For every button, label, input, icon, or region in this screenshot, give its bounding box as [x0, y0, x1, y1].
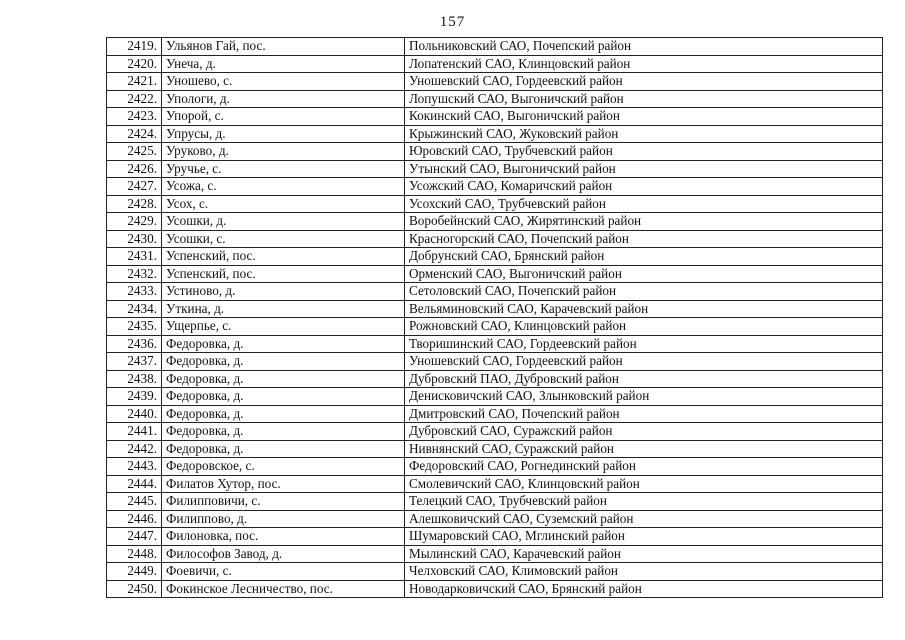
administration-district: Дмитровский САО, Почепский район — [405, 405, 883, 423]
table-row — [107, 475, 883, 493]
administration-district: Денисковичский САО, Злынковский район — [405, 388, 883, 406]
row-number: 2438. — [107, 370, 162, 388]
row-number: 2436. — [107, 335, 162, 353]
table-row — [107, 423, 883, 441]
table-row — [107, 493, 883, 511]
row-number: 2443. — [107, 458, 162, 476]
settlement-name: Филоновка, пос. — [162, 528, 405, 546]
table-row — [107, 160, 883, 178]
administration-district: Польниковский САО, Почепский район — [405, 38, 883, 56]
administration-district: Орменский САО, Выгоничский район — [405, 265, 883, 283]
row-number: 2430. — [107, 230, 162, 248]
row-number: 2450. — [107, 580, 162, 598]
settlement-name: Федоровка, д. — [162, 440, 405, 458]
administration-district: Усохский САО, Трубчевский район — [405, 195, 883, 213]
administration-district: Уношевский САО, Гордеевский район — [405, 73, 883, 91]
row-number: 2431. — [107, 248, 162, 266]
row-number: 2439. — [107, 388, 162, 406]
administration-district: Федоровский САО, Рогнединский район — [405, 458, 883, 476]
settlement-name: Уруково, д. — [162, 143, 405, 161]
settlement-name: Федоровка, д. — [162, 423, 405, 441]
row-number: 2425. — [107, 143, 162, 161]
table-row — [107, 73, 883, 91]
settlement-name: Ущерпье, с. — [162, 318, 405, 336]
settlement-name: Философов Завод, д. — [162, 545, 405, 563]
table-row — [107, 405, 883, 423]
table-row — [107, 230, 883, 248]
table-row — [107, 300, 883, 318]
administration-district: Смолевичский САО, Клинцовский район — [405, 475, 883, 493]
table-row — [107, 265, 883, 283]
administration-district: Юровский САО, Трубчевский район — [405, 143, 883, 161]
table-row — [107, 195, 883, 213]
table-row — [107, 213, 883, 231]
administration-district: Мылинский САО, Карачевский район — [405, 545, 883, 563]
row-number: 2444. — [107, 475, 162, 493]
table-row — [107, 108, 883, 126]
table-row — [107, 125, 883, 143]
administration-district: Лопушский САО, Выгоничский район — [405, 90, 883, 108]
row-number: 2437. — [107, 353, 162, 371]
table-row — [107, 370, 883, 388]
settlements-table-body — [107, 38, 883, 598]
settlement-name: Филипповичи, с. — [162, 493, 405, 511]
row-number: 2426. — [107, 160, 162, 178]
administration-district: Кокинский САО, Выгоничский район — [405, 108, 883, 126]
administration-district: Новодарковичский САО, Брянский район — [405, 580, 883, 598]
administration-district: Челховский САО, Климовский район — [405, 563, 883, 581]
settlement-name: Упологи, д. — [162, 90, 405, 108]
administration-district: Алешковичский САО, Суземский район — [405, 510, 883, 528]
administration-district: Телецкий САО, Трубчевский район — [405, 493, 883, 511]
table-row — [107, 90, 883, 108]
row-number: 2429. — [107, 213, 162, 231]
settlement-name: Усох, с. — [162, 195, 405, 213]
table-row — [107, 580, 883, 598]
table-row — [107, 458, 883, 476]
administration-district: Дубровский ПАО, Дубровский район — [405, 370, 883, 388]
settlement-name: Упрусы, д. — [162, 125, 405, 143]
row-number: 2440. — [107, 405, 162, 423]
settlement-name: Упорой, с. — [162, 108, 405, 126]
row-number: 2447. — [107, 528, 162, 546]
settlement-name: Уношево, с. — [162, 73, 405, 91]
row-number: 2448. — [107, 545, 162, 563]
table-row — [107, 248, 883, 266]
table-row — [107, 38, 883, 56]
row-number: 2449. — [107, 563, 162, 581]
administration-district: Красногорский САО, Почепский район — [405, 230, 883, 248]
settlement-name: Успенский, пос. — [162, 248, 405, 266]
settlement-name: Уткина, д. — [162, 300, 405, 318]
table-row — [107, 510, 883, 528]
settlement-name: Унеча, д. — [162, 55, 405, 73]
table-row — [107, 528, 883, 546]
settlement-name: Федоровка, д. — [162, 405, 405, 423]
administration-district: Вельяминовский САО, Карачевский район — [405, 300, 883, 318]
settlement-name: Усошки, д. — [162, 213, 405, 231]
settlement-name: Филиппово, д. — [162, 510, 405, 528]
table-row — [107, 545, 883, 563]
table-row — [107, 55, 883, 73]
row-number: 2433. — [107, 283, 162, 301]
row-number: 2446. — [107, 510, 162, 528]
row-number: 2420. — [107, 55, 162, 73]
row-number: 2442. — [107, 440, 162, 458]
row-number: 2419. — [107, 38, 162, 56]
table-row — [107, 353, 883, 371]
administration-district: Лопатенский САО, Клинцовский район — [405, 55, 883, 73]
row-number: 2441. — [107, 423, 162, 441]
administration-district: Рожновский САО, Клинцовский район — [405, 318, 883, 336]
settlement-name: Федоровское, с. — [162, 458, 405, 476]
row-number: 2422. — [107, 90, 162, 108]
settlement-name: Ульянов Гай, пос. — [162, 38, 405, 56]
table-row — [107, 318, 883, 336]
administration-district: Утынский САО, Выгоничский район — [405, 160, 883, 178]
row-number: 2428. — [107, 195, 162, 213]
administration-district: Шумаровский САО, Мглинский район — [405, 528, 883, 546]
row-number: 2421. — [107, 73, 162, 91]
row-number: 2427. — [107, 178, 162, 196]
table-row — [107, 563, 883, 581]
settlement-name: Устиново, д. — [162, 283, 405, 301]
settlement-name: Федоровка, д. — [162, 353, 405, 371]
table-row — [107, 283, 883, 301]
settlement-name: Фоевичи, с. — [162, 563, 405, 581]
administration-district: Воробейнский САО, Жирятинский район — [405, 213, 883, 231]
settlement-name: Успенский, пос. — [162, 265, 405, 283]
table-row — [107, 178, 883, 196]
administration-district: Крыжинский САО, Жуковский район — [405, 125, 883, 143]
row-number: 2432. — [107, 265, 162, 283]
row-number: 2434. — [107, 300, 162, 318]
administration-district: Творишинский САО, Гордеевский район — [405, 335, 883, 353]
administration-district: Нивнянский САО, Суражский район — [405, 440, 883, 458]
table-row — [107, 388, 883, 406]
table-row — [107, 335, 883, 353]
settlement-name: Усошки, с. — [162, 230, 405, 248]
settlement-name: Филатов Хутор, пос. — [162, 475, 405, 493]
administration-district: Уношевский САО, Гордеевский район — [405, 353, 883, 371]
settlement-name: Уручье, с. — [162, 160, 405, 178]
table-row — [107, 143, 883, 161]
settlement-name: Усожа, с. — [162, 178, 405, 196]
administration-district: Дубровский САО, Суражский район — [405, 423, 883, 441]
administration-district: Сетоловский САО, Почепский район — [405, 283, 883, 301]
settlement-name: Федоровка, д. — [162, 335, 405, 353]
page-number: 157 — [439, 14, 466, 30]
settlements-table — [106, 37, 883, 598]
row-number: 2445. — [107, 493, 162, 511]
administration-district: Усожский САО, Комаричский район — [405, 178, 883, 196]
settlement-name: Фокинское Лесничество, пос. — [162, 580, 405, 598]
table-row — [107, 440, 883, 458]
settlement-name: Федоровка, д. — [162, 370, 405, 388]
administration-district: Добрунский САО, Брянский район — [405, 248, 883, 266]
row-number: 2435. — [107, 318, 162, 336]
row-number: 2423. — [107, 108, 162, 126]
row-number: 2424. — [107, 125, 162, 143]
settlement-name: Федоровка, д. — [162, 388, 405, 406]
